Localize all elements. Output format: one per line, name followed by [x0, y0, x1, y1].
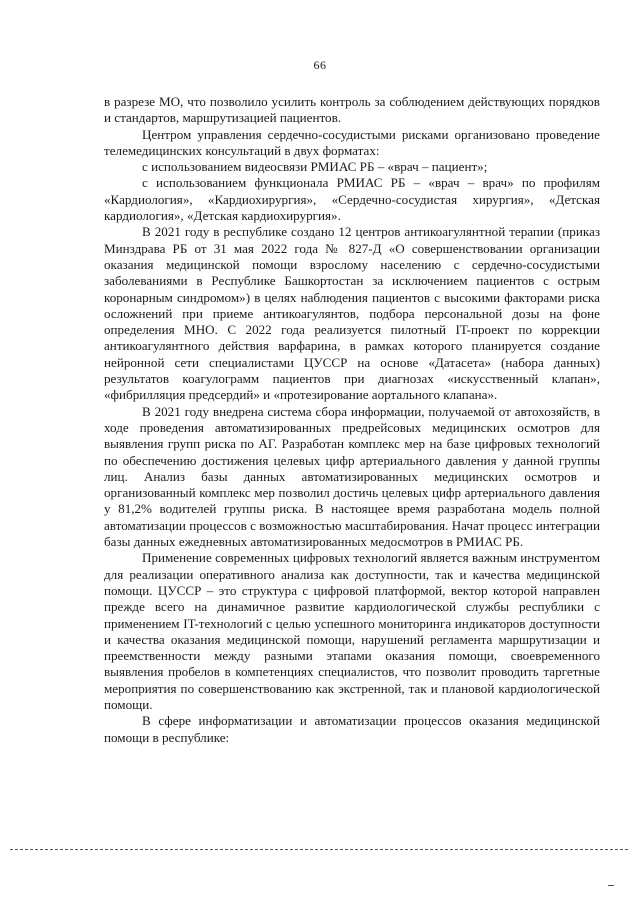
paragraph-digital-technologies: Применение современных цифровых технологий является важным инструментом для реализации оперативного анализа как доступности, так и качества медицинской помощи. ЦУССР – это структура с цифровой платформой, вектор которой направлен прежде всего на динамичное развитие кардиологической службы республики с применением IT-технологий с целью успешного мониторинга индикаторов доступности и качества оказания медицинской помощи, нарушений регламента маршрутизации и преемственности между разными этапами оказания помощи, своевременного выявления пробелов в компетенциях специалистов, что позволит проводить таргетные мероприятия по совершенствованию как экстренной, так и плановой кардиологической помощи. [104, 550, 600, 712]
paragraph-info-collection: В 2021 году внедрена система сбора информации, получаемой от автохозяйств, в ходе проведения автоматизированных предрейсовых медицинских осмотров для выявления групп риска по АГ. Разработан комплекс мер на базе цифровых технологий по обеспечению достижения целевых цифр артериального давления у данной группы лиц. Анализ базы данных автоматизированных медицинских осмотров и организованный комплекс мер позволил достичь целевых цифр артериального давления у 81,2% водителей группы риска. В настоящее время разработана модель полной автоматизации процессов с возможностью масштабирования. Начат процесс интеграции базы данных ежедневных автоматизированных медосмотров в РМИАС РБ. [104, 403, 600, 550]
corner-mark [608, 885, 614, 886]
paragraph-continuation: в разрезе МО, что позволило усилить контроль за соблюдением действующих порядков и стандартов, маршрутизацией пациентов. [104, 94, 600, 126]
document-body [104, 94, 600, 746]
list-item-functional: с использованием функционала РМИАС РБ – «врач – врач» по профилям «Кардиология», «Кардиохирургия», «Сердечно-сосудистая хирургия», «Детская кардиология», «Детская кардиохирургия». [104, 175, 600, 224]
bottom-dashed-rule [10, 849, 628, 850]
page-number: 66 [313, 58, 327, 72]
paragraph-informatization: В сфере информатизации и автоматизации процессов оказания медицинской помощи в республике: [104, 713, 600, 745]
list-item-video: с использованием видеосвязи РМИАС РБ – «врач – пациент»; [142, 159, 488, 175]
paragraph-telemedicine-intro: Центром управления сердечно-сосудистыми рисками организовано проведение телемедицинских консультаций в двух форматах: [104, 126, 600, 158]
paragraph-anticoagulant-centers: В 2021 году в республике создано 12 центров антикоагулянтной терапии (приказ Минздрава РБ от 31 мая 2022 года № 827-Д «О совершенствовании организации оказания медицинской помощи взрослому населению с сердечно-сосудистыми заболеваниями в Республике Башкортостан за исключением пациентов с острым коронарным синдромом») в целях наблюдения пациентов с высокими факторами риска осложнений при приеме антикоагулянтов, подбора персональной дозы на фоне определения МНО. С 2022 года реализуется пилотный IT-проект по коррекции антикоагулянтного действия варфарина, в рамках которого планируется создание нейронной сети специалистами ЦУССР на основе «Датасета» (набора данных) результатов коагулограмм пациентов при диагнозах «искусственный клапан», «фибрилляция предсердий» и «протезирование аортального клапана». [104, 224, 600, 403]
